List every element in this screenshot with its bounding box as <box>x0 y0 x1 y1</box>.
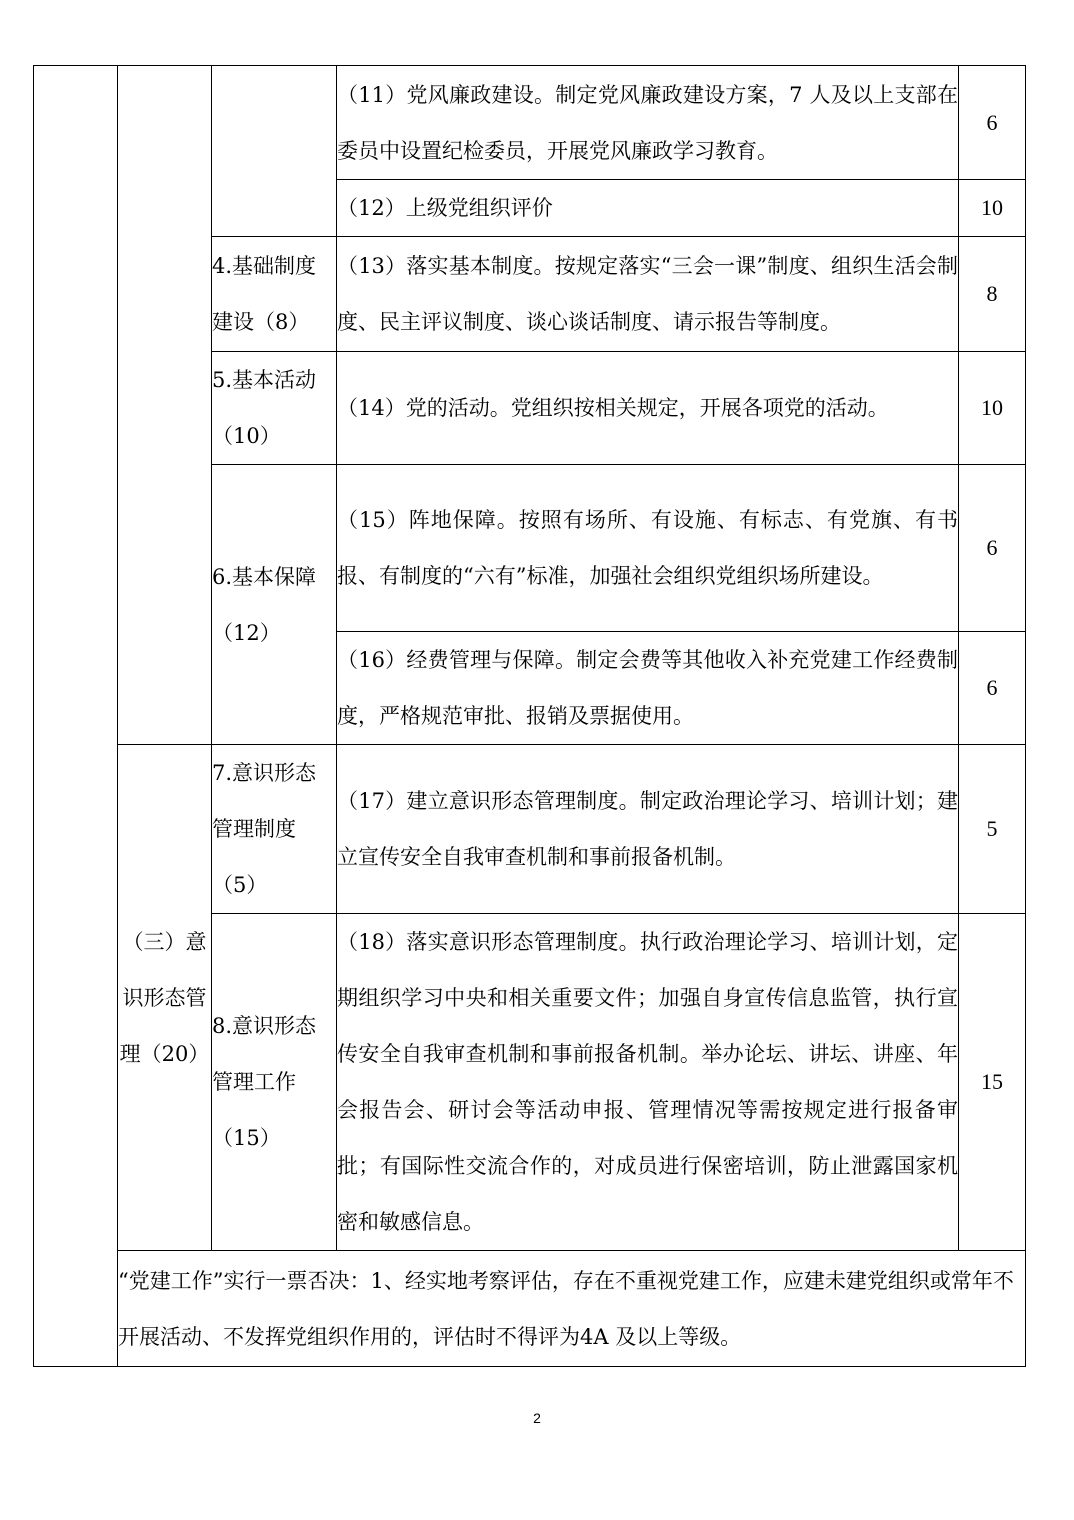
content-cell: （12）上级党组织评价 <box>337 180 959 237</box>
table-row <box>34 745 1026 914</box>
score-cell: 8 <box>959 237 1026 352</box>
score-cell: 6 <box>959 632 1026 745</box>
content-cell: （15）阵地保障。按照有场所、有设施、有标志、有党旗、有书报、有制度的“六有”标准，加强社会组织党组织场所建设。 <box>337 465 959 632</box>
category-cell: （三）意识形态管理（20） <box>118 745 212 1251</box>
indicator-cell: 5.基本活动（10） <box>212 352 337 465</box>
table-row <box>34 66 1026 180</box>
indicator-cell: 4.基础制度建设（8） <box>212 237 337 352</box>
indicator-cell: 8.意识形态管理工作（15） <box>212 914 337 1251</box>
content-cell: （18）落实意识形态管理制度。执行政治理论学习、培训计划，定期组织学习中央和相关重要文件；加强自身宣传信息监管，执行宣传安全自我审查机制和事前报备机制。举办论坛、讲坛、讲座、年会报告会、研讨会等活动申报、管理情况等需按规定进行报备审批；有国际性交流合作的，对成员进行保密培训，防止泄露国家机密和敏感信息。 <box>337 914 959 1251</box>
indicator-cell: 7.意识形态管理制度（5） <box>212 745 337 914</box>
score-cell: 15 <box>959 914 1026 1251</box>
content-cell: （13）落实基本制度。按规定落实“三会一课”制度、组织生活会制度、民主评议制度、谈心谈话制度、请示报告等制度。 <box>337 237 959 352</box>
veto-note-text: “党建工作”实行一票否决：1、经实地考察评估，存在不重视党建工作，应建未建党组织或常年不开展活动、不发挥党组织作用的，评估时不得评为4A 及以上等级。 <box>118 1268 1014 1349</box>
score-cell: 10 <box>959 180 1026 237</box>
score-cell: 6 <box>959 66 1026 180</box>
category-column-cell <box>34 66 118 1367</box>
indicator-cell: 6.基本保障（12） <box>212 465 337 745</box>
content-cell: （11）党风廉政建设。制定党风廉政建设方案，7 人及以上支部在委员中设置纪检委员，开展党风廉政学习教育。 <box>337 66 959 180</box>
indicator-cell <box>212 66 337 237</box>
score-cell: 10 <box>959 352 1026 465</box>
content-cell: （16）经费管理与保障。制定会费等其他收入补充党建工作经费制度，严格规范审批、报销及票据使用。 <box>337 632 959 745</box>
content-cell: （17）建立意识形态管理制度。制定政治理论学习、培训计划；建立宣传安全自我审查机制和事前报备机制。 <box>337 745 959 914</box>
veto-note <box>118 1251 1026 1367</box>
note-row <box>34 1251 1026 1367</box>
evaluation-table <box>33 65 1026 1367</box>
score-cell: 6 <box>959 465 1026 632</box>
content-cell: （14）党的活动。党组织按相关规定，开展各项党的活动。 <box>337 352 959 465</box>
page-number: 2 <box>533 1410 541 1426</box>
score-cell: 5 <box>959 745 1026 914</box>
category-cell <box>118 66 212 745</box>
